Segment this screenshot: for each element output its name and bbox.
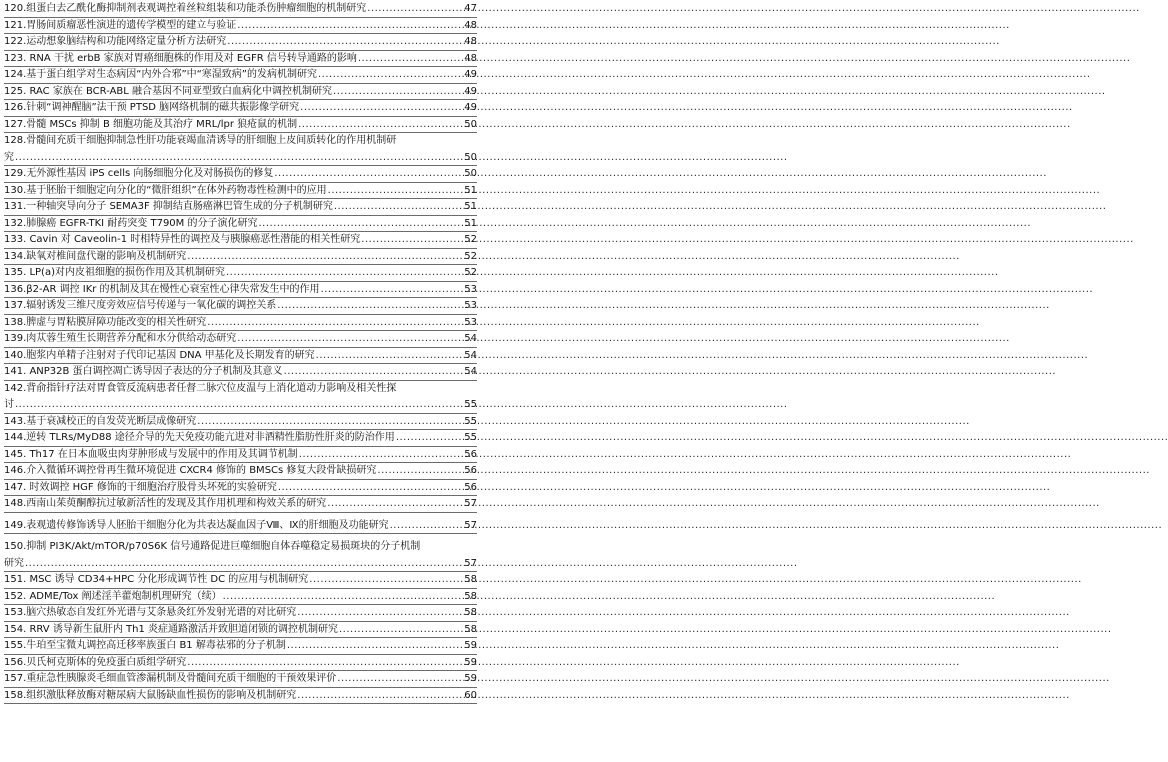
toc-entry-title: 126.针刺“调神醒脑”法干预 PTSD 脑网络机制的磁共振影像学研究 (4, 102, 300, 113)
toc-entry[interactable] (4, 622, 477, 639)
dot-leader (298, 117, 463, 134)
toc-entry-title: 132.肺腺癌 EGFR-TKI 耐药突变 T790M 的分子演化研究 (4, 217, 258, 229)
toc-entry[interactable] (4, 298, 477, 315)
toc-entry-title: 154. RRV 诱导新生鼠肝内 Th1 炎症通路激活并致胆道闭锁的调控机制研究 (4, 623, 338, 635)
toc-entry-title: 153.脑穴热敏态自发红外光谱与艾条悬灸红外发射光谱的对比研究 (4, 607, 297, 618)
toc-entry-page-number: 59 (464, 640, 477, 651)
toc-entry-title: 124.基于蛋白组学对生态病因“内外合邪”中“寒湿致病”的发病机制研究 (4, 69, 317, 80)
toc-entry[interactable] (4, 539, 477, 572)
dot-leader (258, 216, 463, 233)
dot-leader (297, 605, 463, 622)
toc-entry-page-number: 50 (464, 151, 477, 163)
toc-entry[interactable] (4, 232, 477, 249)
dot-leader (328, 183, 464, 200)
toc-entry-title-line1: 128.骨髓间充质干细胞抑制急性肝功能衰竭血清诱导的肝细胞上皮间质转化的作用机制研 (4, 135, 397, 146)
dot-leader (227, 34, 463, 51)
toc-entry-page-number: 52 (464, 267, 477, 278)
toc-entry[interactable] (4, 572, 477, 589)
toc-entry-page-number: 54 (464, 366, 477, 377)
dot-leader (316, 348, 464, 365)
dot-leader (278, 480, 463, 497)
toc-entry[interactable] (4, 518, 477, 535)
toc-entry-title: 122.运动想象脑结构和功能网络定量分析方法研究 (4, 36, 227, 47)
dot-leader (277, 298, 463, 315)
toc-entry[interactable] (4, 51, 477, 68)
toc-entry[interactable] (4, 67, 477, 84)
toc-entry-title: 127.骨髓 MSCs 抑制 B 细胞功能及其治疗 MRL/lpr 狼疮鼠的机制 (4, 118, 298, 130)
toc-entry-title: 130.基于胚胎干细胞定向分化的“微肝组织”在体外药物毒性检测中的应用 (4, 184, 327, 196)
toc-entry-title: 137.辐射诱发三维尺度旁效应信号传递与一氧化碳的调控关系 (4, 300, 277, 311)
toc-entry[interactable] (4, 199, 477, 216)
toc-entry-page-number: 54 (464, 333, 477, 344)
toc-entry-page-number: 56 (464, 448, 477, 460)
toc-entry[interactable] (4, 34, 477, 51)
toc-entry[interactable] (4, 655, 477, 672)
toc-entry-title: 152. ADME/Tox 阐述淫羊藿炮制机理研究（续） (4, 590, 222, 602)
toc-entry[interactable] (4, 688, 477, 705)
toc-entry-title: 123. RNA 干扰 erbB 家族对胃癌细胞株的作用及对 EGFR 信号转导通路的影响 (4, 52, 357, 64)
toc-entry[interactable] (4, 166, 477, 183)
toc-entry[interactable] (4, 133, 477, 166)
toc-entry-page-number: 50 (464, 118, 477, 130)
toc-entry-page-number: 54 (464, 349, 477, 361)
dot-leader (197, 414, 463, 431)
dot-leader (25, 556, 463, 573)
toc-entry[interactable] (4, 216, 477, 233)
toc-entry[interactable] (4, 331, 477, 348)
toc-entry-title: 140.胞浆内单精子注射对子代印记基因 DNA 甲基化及长期发育的研究 (4, 349, 315, 361)
toc-entry-title: 148.西南山茱萸酮醇抗过敏新活性的发现及其作用机理和构效关系的研究 (4, 498, 327, 509)
toc-entry-page-number: 51 (464, 184, 477, 196)
dot-leader (297, 688, 463, 705)
toc-entry-title: 136.β2-AR 调控 IKr 的机制及其在慢性心衰室性心律失常发生中的作用 (4, 283, 320, 295)
toc-entry-page-number: 57 (464, 557, 477, 569)
toc-entry-title: 133. Cavin 对 Caveolin-1 时相特异性的调控及与胰腺癌恶性潜能的相关性研究 (4, 234, 361, 245)
toc-entry-page-number: 53 (464, 283, 477, 295)
toc-entry[interactable] (4, 463, 477, 480)
toc-entry-title-line2: 讨 (4, 399, 14, 410)
toc-entry-page-number: 56 (464, 465, 477, 476)
toc-entry-title: 149.表观遗传修饰诱导人胚胎干细胞分化为共表达凝血因子Ⅷ、Ⅸ的肝细胞及功能研究 (4, 519, 389, 531)
toc-entry-page-number: 48 (464, 36, 477, 47)
toc-entry[interactable] (4, 348, 477, 365)
toc-entry-page-number: 58 (464, 574, 477, 585)
toc-entry-title: 155.牛珀至宝微丸调控高迁移率族蛋白 B1 解毒祛邪的分子机制 (4, 640, 286, 651)
toc-entry[interactable] (4, 117, 477, 134)
toc-entry-page-number: 58 (464, 623, 477, 635)
dot-leader (361, 232, 463, 249)
dot-leader (327, 496, 463, 513)
table-of-contents (0, 0, 483, 762)
toc-entry-title: 134.缺氧对椎间盘代谢的影响及机制研究 (4, 250, 187, 262)
toc-entry-title: 131.一种轴突导向分子 SEMA3F 抑制结直肠癌淋巴管生成的分子机制研究 (4, 201, 333, 212)
toc-entry-title: 129.无外源性基因 iPS cells 向肠细胞分化及对肠损伤的修复 (4, 168, 274, 179)
dot-leader (367, 1, 463, 18)
toc-entry-page-number: 48 (464, 52, 477, 64)
toc-entry[interactable] (4, 414, 477, 431)
toc-entry[interactable] (4, 381, 477, 414)
toc-entry-title: 135. LP(a)对内皮祖细胞的损伤作用及其机制研究 (4, 267, 225, 278)
toc-entry[interactable] (4, 249, 477, 266)
toc-entry-page-number: 49 (464, 102, 477, 113)
toc-entry-page-number: 56 (464, 481, 477, 493)
toc-entry-title: 146.介入微循环调控骨再生微环境促进 CXCR4 修饰的 BMSCs 修复大段骨缺损研究 (4, 465, 377, 476)
toc-entry[interactable] (4, 496, 477, 513)
toc-entry-title: 158.组织激肽释放酶对糖尿病大鼠肠缺血性损伤的影响及机制研究 (4, 689, 297, 701)
dot-leader (237, 18, 463, 35)
toc-entry-title: 157.重症急性胰腺炎毛细血管渗漏机制及骨髓间充质干细胞的干预效果评价 (4, 673, 337, 684)
toc-entry-page-number: 52 (464, 234, 477, 245)
dot-leader (274, 166, 463, 183)
toc-entry[interactable] (4, 447, 477, 464)
toc-entry-page-number: 49 (464, 69, 477, 80)
toc-entry-title: 144.逆转 TLRs/MyD88 途径介导的先天免疫功能亢进对非酒精性脂肪性肝炎的防治作用 (4, 432, 395, 443)
dot-leader (377, 463, 463, 480)
dot-leader (187, 249, 463, 266)
dot-leader (187, 655, 463, 672)
toc-entry-page-number: 55 (464, 415, 477, 427)
toc-entry[interactable] (4, 589, 477, 606)
toc-entry[interactable] (4, 282, 477, 299)
toc-entry-page-number: 51 (464, 201, 477, 212)
dot-leader (207, 315, 463, 332)
toc-entry-title: 121.胃肠间质瘤恶性演进的遗传学模型的建立与验证 (4, 19, 237, 31)
toc-entry-title: 138.脾虚与胃粘膜屏障功能改变的相关性研究 (4, 316, 207, 328)
toc-entry[interactable] (4, 430, 477, 447)
dot-leader (299, 447, 463, 464)
toc-entry-page-number: 55 (464, 432, 477, 443)
toc-entry-page-number: 55 (464, 399, 477, 410)
toc-entry-page-number: 57 (464, 519, 477, 531)
toc-entry-page-number: 60 (464, 689, 477, 701)
dot-leader (226, 265, 463, 282)
dot-leader (318, 67, 463, 84)
toc-entry-page-number: 53 (464, 300, 477, 311)
toc-entry-page-number: 58 (464, 607, 477, 618)
toc-entry[interactable] (4, 183, 477, 200)
toc-entry[interactable] (4, 1, 477, 18)
dot-leader (237, 331, 463, 348)
toc-entry-page-number: 47 (464, 3, 477, 14)
toc-entry[interactable] (4, 84, 477, 101)
dot-leader (15, 150, 463, 167)
dot-leader (334, 199, 463, 216)
dot-leader (15, 397, 463, 414)
toc-entry-title-line2: 究 (4, 151, 14, 163)
toc-entry-title: 145. Th17 在日本血吸虫肉芽肿形成与发展中的作用及其调节机制 (4, 448, 298, 460)
toc-entry-title: 120.组蛋白去乙酰化酶抑制剂表观调控着丝粒组装和功能杀伤肿瘤细胞的机制研究 (4, 3, 367, 14)
dot-leader (339, 622, 463, 639)
dot-leader (396, 430, 463, 447)
toc-entry[interactable] (4, 364, 477, 381)
toc-entry[interactable] (4, 480, 477, 497)
dot-leader (300, 100, 463, 117)
toc-entry-page-number: 52 (464, 250, 477, 262)
dot-leader (284, 364, 464, 381)
toc-entry[interactable] (4, 671, 477, 688)
toc-entry[interactable] (4, 100, 477, 117)
toc-entry[interactable] (4, 605, 477, 622)
toc-entry-page-number: 48 (464, 19, 477, 31)
toc-entry-title-line1: 150.抑制 PI3K/Akt/mTOR/p70S6K 信号通路促进巨噬细胞自体吞噬稳定易损斑块的分子机制 (4, 541, 421, 552)
toc-entry-page-number: 59 (464, 673, 477, 684)
toc-entry-page-number: 49 (464, 85, 477, 97)
toc-entry-page-number: 57 (464, 498, 477, 509)
toc-entry-title-line2: 研究 (4, 557, 24, 569)
toc-entry[interactable] (4, 265, 477, 282)
dot-leader (223, 589, 464, 606)
dot-leader (287, 638, 463, 655)
toc-entry-page-number: 53 (464, 316, 477, 328)
dot-leader (333, 84, 463, 101)
dot-leader (321, 282, 464, 299)
toc-entry[interactable] (4, 18, 477, 35)
toc-entry-title: 156.贝氏柯克斯体的免疫蛋白质组学研究 (4, 656, 187, 668)
toc-entry-title-line1: 142.背俞指针疗法对胃食管反流病患者任督二脉穴位皮温与上消化道动力影响及相关性探 (4, 382, 397, 394)
toc-entry-page-number: 58 (464, 590, 477, 602)
toc-entry[interactable] (4, 638, 477, 655)
toc-entry-title: 147. 时效调控 HGF 修饰的干细胞治疗股骨头坏死的实验研究 (4, 481, 277, 493)
toc-entry[interactable] (4, 315, 477, 332)
dot-leader (390, 518, 464, 535)
toc-entry-title: 125. RAC 家族在 BCR-ABL 融合基因不同亚型致白血病化中调控机制研究 (4, 85, 333, 97)
dot-leader (309, 572, 463, 589)
toc-entry-page-number: 51 (464, 217, 477, 229)
toc-entry-title: 143.基于衰减校正的自发荧光断层成像研究 (4, 415, 197, 427)
dot-leader (358, 51, 463, 68)
toc-entry-page-number: 50 (464, 168, 477, 179)
toc-entry-page-number: 59 (464, 656, 477, 668)
toc-entry-title: 151. MSC 诱导 CD34+HPC 分化形成调节性 DC 的应用与机制研究 (4, 574, 309, 585)
toc-entry-title: 141. ANP32B 蛋白调控凋亡诱导因子表达的分子机制及其意义 (4, 366, 283, 377)
dot-leader (337, 671, 463, 688)
toc-entry-title: 139.肉苁蓉生殖生长期营养分配和水分供给动态研究 (4, 333, 237, 344)
